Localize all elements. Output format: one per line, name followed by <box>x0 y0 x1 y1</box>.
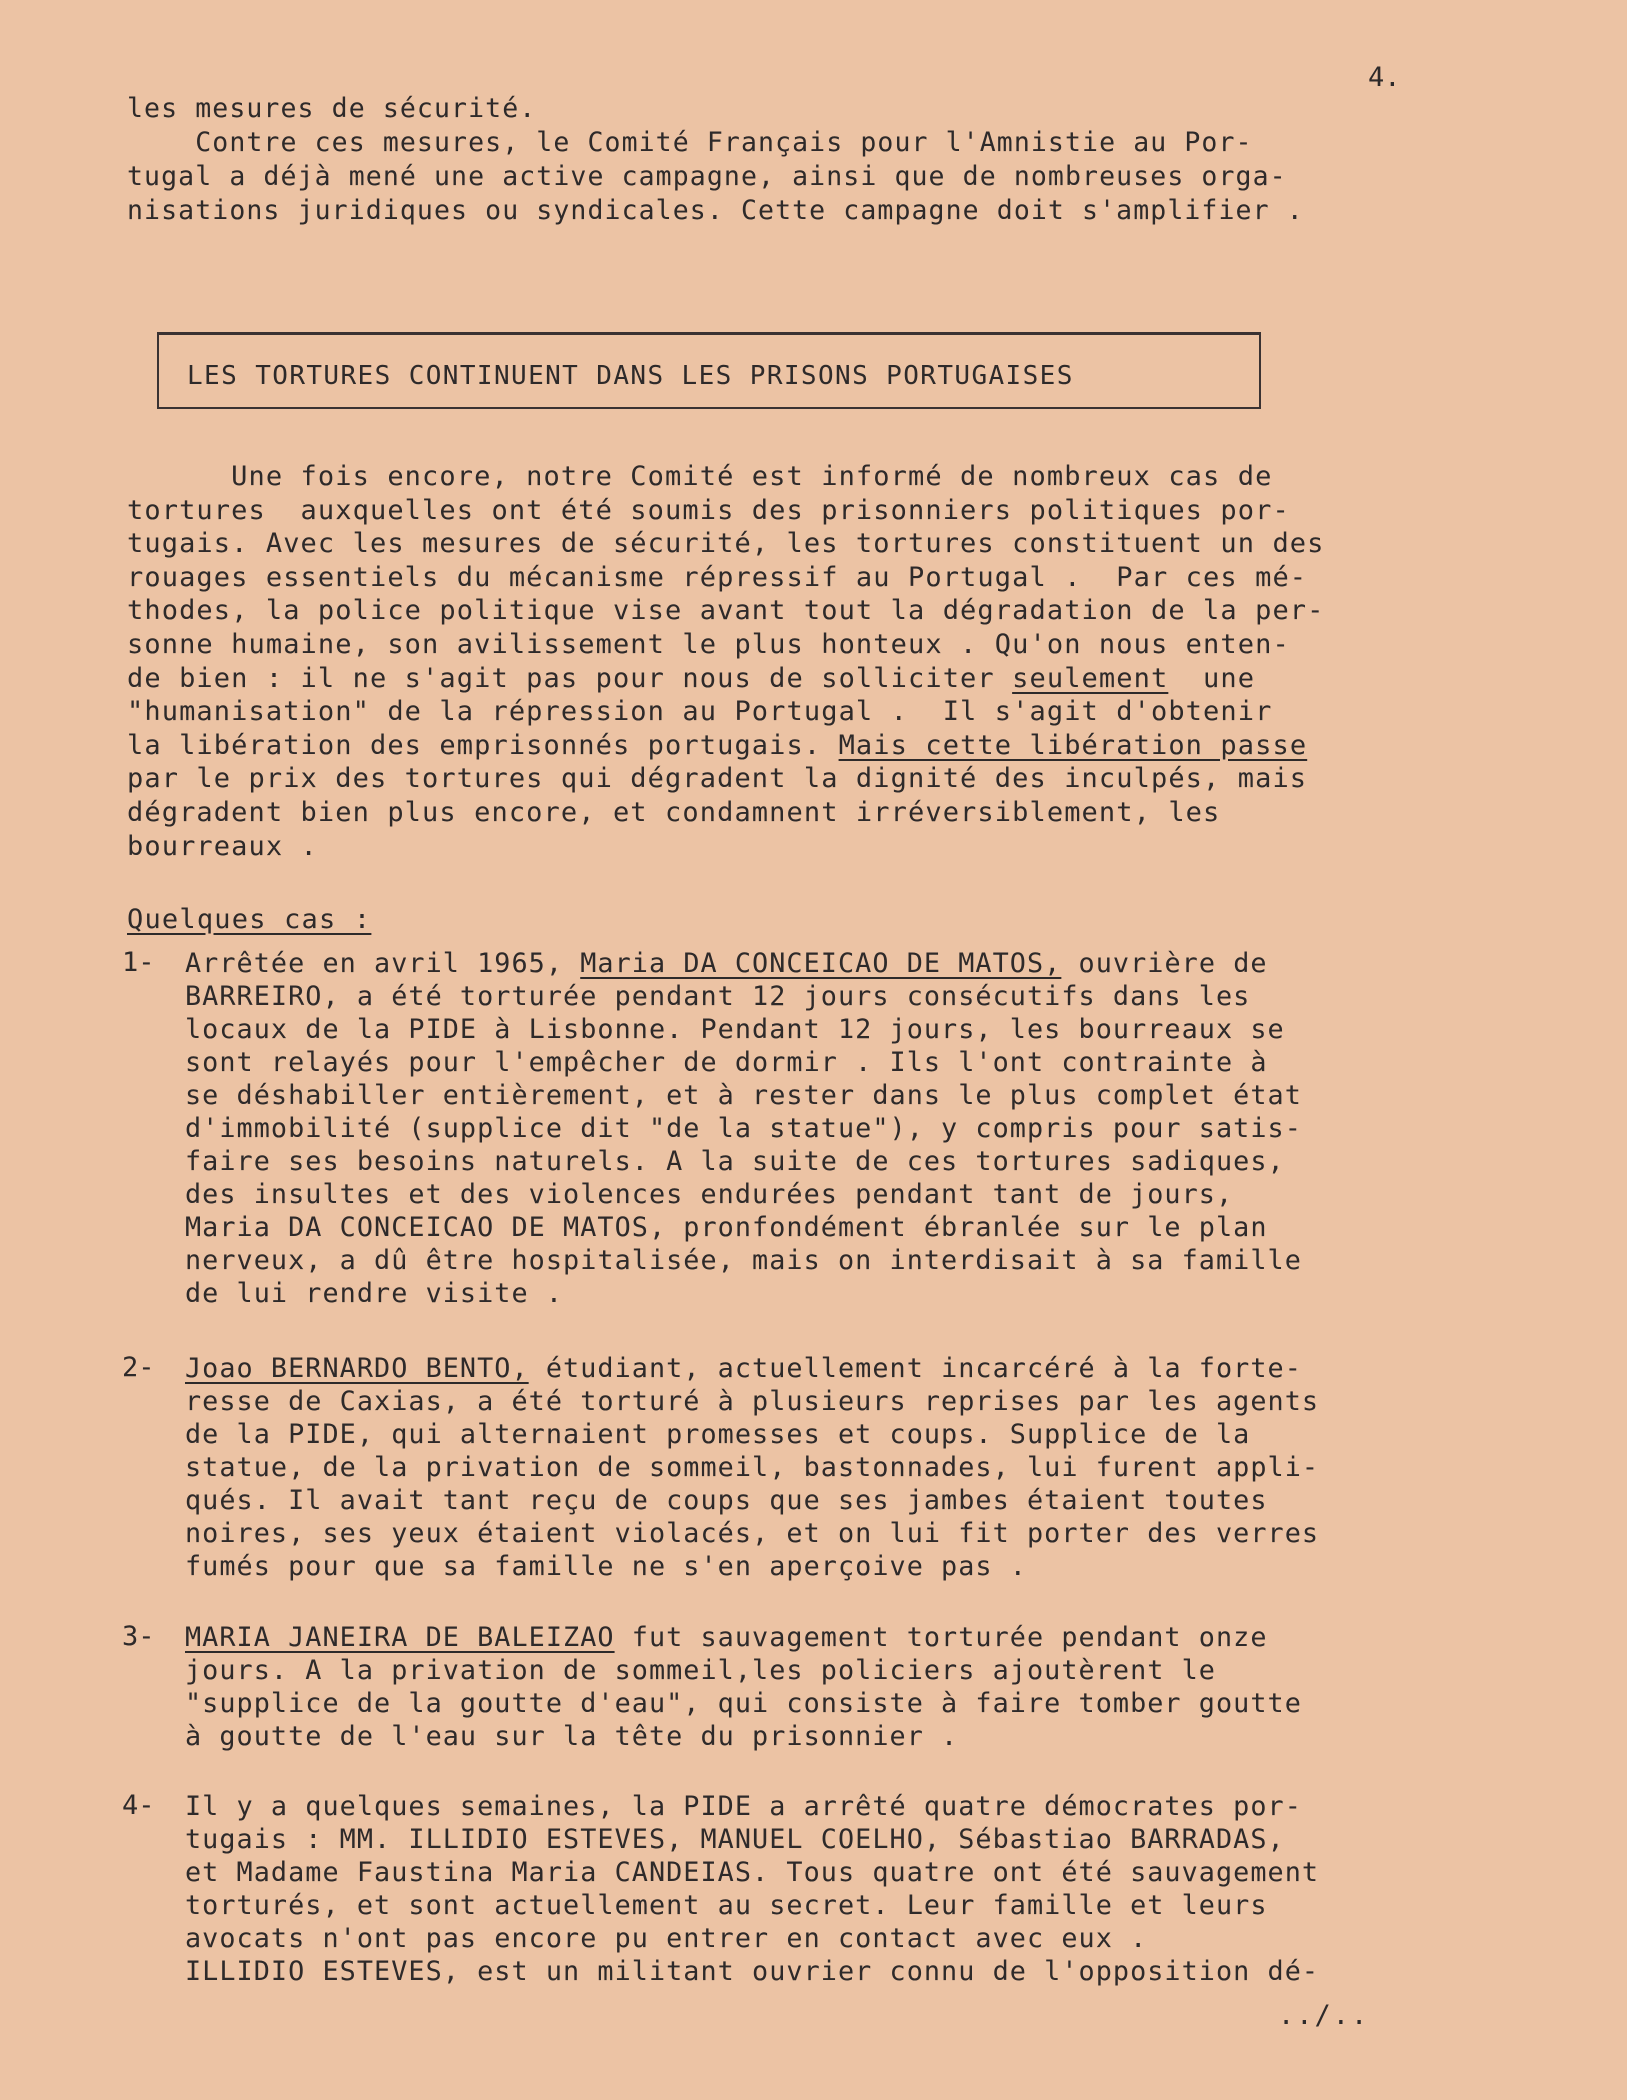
text-segment: la libération des emprisonnés portugais. <box>127 729 839 761</box>
text-line: statue, de la privation de sommeil, bastonnades, lui furent appli- <box>185 1452 1320 1483</box>
text-line: faire ses besoins naturels. A la suite de ces tortures sadiques, <box>185 1146 1285 1177</box>
text-line: tugais. Avec les mesures de sécurité, les tortures constituent un des <box>127 528 1325 560</box>
text-line: locaux de la PIDE à Lisbonne. Pendant 12 jours, les bourreaux se <box>185 1014 1285 1045</box>
text-segment: de bien : il ne s'agit pas pour nous de solliciter <box>127 662 1013 694</box>
underlined-text: Joao BERNARDO BENTO, <box>185 1353 529 1384</box>
underlined-text: MARIA JANEIRA DE BALEIZAO <box>185 1622 615 1653</box>
text-line: jours. A la privation de sommeil,les policiers ajoutèrent le <box>185 1655 1216 1686</box>
text-line: Maria DA CONCEICAO DE MATOS, pronfondément ébranlée sur le plan <box>185 1212 1268 1243</box>
text-line: torturés, et sont actuellement au secret. Leur famille et leurs <box>185 1890 1268 1921</box>
text-line: se déshabiller entièrement, et à rester dans le plus complet état <box>185 1080 1302 1111</box>
case-text <box>185 1352 1319 1583</box>
text-line: fumés pour que sa famille ne s'en aperçoive pas . <box>185 1551 1027 1582</box>
case-number: 4- <box>122 1790 155 1821</box>
page-number: 4. <box>1368 62 1401 93</box>
text-line: tugal a déjà mené une active campagne, ainsi que de nombreuses orga- <box>127 161 1287 192</box>
underlined-text: seulement <box>1012 662 1169 694</box>
text-segment: fut sauvagement torturée pendant onze <box>614 1622 1268 1653</box>
text-line: et Madame Faustina Maria CANDEIAS. Tous quatre ont été sauvagement <box>185 1857 1320 1888</box>
underlined-text: Maria DA CONCEICAO DE MATOS, <box>580 948 1062 979</box>
text-line: qués. Il avait tant reçu de coups que ses jambes étaient toutes <box>185 1485 1268 1516</box>
text-line: sont relayés pour l'empêcher de dormir . Ils l'ont contrainte à <box>185 1047 1268 1078</box>
text-line: noires, ses yeux étaient violacés, et on lui fit porter des verres <box>185 1518 1320 1549</box>
section-title: LES TORTURES CONTINUENT DANS LES PRISONS PORTUGAISES <box>187 361 1074 391</box>
text-line: "humanisation" de la répression au Portugal . Il s'agit d'obtenir <box>127 696 1273 728</box>
text-line: d'immobilité (supplice dit "de la statue"), y compris pour satis- <box>185 1113 1302 1144</box>
text-line: rouages essentiels du mécanisme répressif au Portugal . Par ces mé- <box>127 561 1308 593</box>
text-line: BARREIRO, a été torturée pendant 12 jours consécutifs dans les <box>185 981 1251 1012</box>
text-line: Une fois encore, notre Comité est informé de nombreux cas de <box>127 461 1273 492</box>
case-text <box>185 1790 1319 1988</box>
text-line <box>127 662 1325 696</box>
text-line: "supplice de la goutte d'eau", qui consiste à faire tomber goutte <box>185 1688 1302 1719</box>
text-segment: une <box>1168 662 1256 694</box>
text-line <box>185 1352 1319 1385</box>
text-line <box>127 729 1325 763</box>
text-line: avocats n'ont pas encore pu entrer en contact avec eux . <box>185 1923 1148 1954</box>
text-line: les mesures de sécurité. <box>127 93 537 124</box>
underlined-text: Mais cette libération passe <box>838 729 1308 761</box>
text-line: sonne humaine, son avilissement le plus honteux . Qu'on nous enten- <box>127 628 1290 660</box>
text-line: des insultes et des violences endurées pendant tant de jours, <box>185 1179 1234 1210</box>
case-number: 2- <box>122 1352 155 1383</box>
text-line <box>185 947 1302 980</box>
text-line: de lui rendre visite . <box>185 1278 564 1309</box>
text-segment: étudiant, actuellement incarcéré à la forte- <box>528 1353 1302 1384</box>
intro-paragraph <box>127 92 1304 228</box>
text-line: à goutte de l'eau sur la tête du prisonnier . <box>185 1721 959 1752</box>
text-line: par le prix des tortures qui dégradent la dignité des inculpés, mais <box>127 763 1308 795</box>
case-number: 3- <box>122 1621 155 1652</box>
cases-heading: Quelques cas : <box>127 904 372 935</box>
case-text <box>185 947 1302 1310</box>
text-line: tortures auxquelles ont été soumis des prisonniers politiques por- <box>127 494 1290 526</box>
case-text <box>185 1621 1302 1753</box>
text-line: Il y a quelques semaines, la PIDE a arrêté quatre démocrates por- <box>185 1791 1302 1822</box>
text-line: bourreaux . <box>127 830 318 862</box>
body-paragraph <box>127 460 1325 863</box>
case-number: 1- <box>122 947 155 978</box>
text-line: ILLIDIO ESTEVES, est un militant ouvrier connu de l'opposition dé- <box>185 1956 1320 1987</box>
text-line <box>185 1621 1302 1654</box>
continuation-mark: ../.. <box>1278 2000 1370 2031</box>
text-line: de la PIDE, qui alternaient promesses et coups. Supplice de la <box>185 1419 1251 1450</box>
text-line: resse de Caxias, a été torturé à plusieurs reprises par les agents <box>185 1386 1320 1417</box>
text-line: nerveux, a dû être hospitalisée, mais on interdisait à sa famille <box>185 1245 1302 1276</box>
text-line: dégradent bien plus encore, et condamnent irréversiblement, les <box>127 796 1221 828</box>
section-title-box <box>157 332 1261 409</box>
text-line: nisations juridiques ou syndicales. Cette campagne doit s'amplifier . <box>127 195 1304 226</box>
text-line: tugais : MM. ILLIDIO ESTEVES, MANUEL COELHO, Sébastiao BARRADAS, <box>185 1824 1285 1855</box>
text-segment: ouvrière de <box>1061 948 1268 979</box>
text-segment: Arrêtée en avril 1965, <box>185 948 581 979</box>
text-line: Contre ces mesures, le Comité Français pour l'Amnistie au Por- <box>127 127 1253 158</box>
text-line: thodes, la police politique vise avant tout la dégradation de la per- <box>127 595 1325 627</box>
